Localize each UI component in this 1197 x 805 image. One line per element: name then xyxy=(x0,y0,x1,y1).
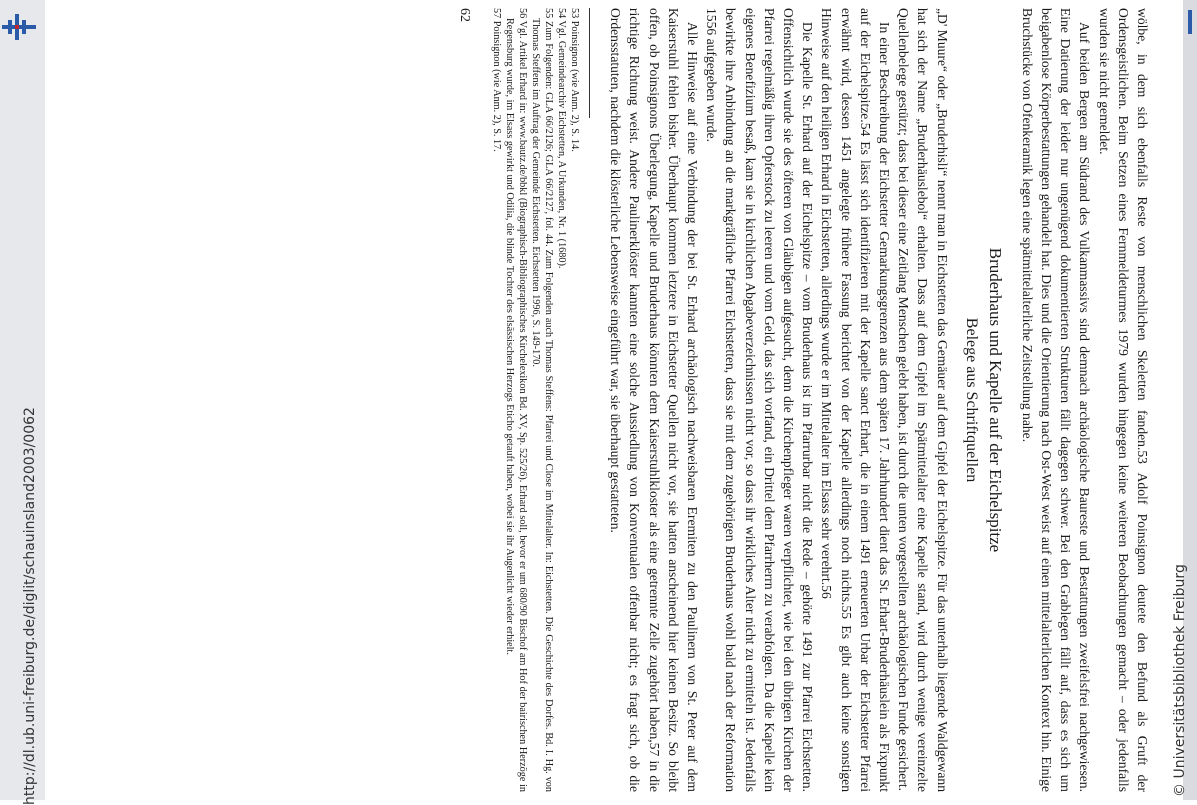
section-heading: Bruderhaus und Kapelle auf der Eichelspitze xyxy=(985,247,1005,553)
paragraph: Alle Hinweise auf eine Verbindung der bei St. Erhard archäologisch nachweisbaren Eremiten zu den Paulinern von St. Peter auf dem Kaiserstuhl fehlen bisher. Überhaupt kommen letztere in Eichstetter Quellen nicht vor, sie hatten anscheinend hier keinen Besitz. So bleibt offen, ob Poinsignons Überlegung, Kapelle und Bruderhaus könnten dem Kaiserstuhlkloster als eine getrennte Zelle zugehört haben,57 in die richtige Richtung weist. Andere Paulinerklöster kannten eine solche Aussiedlung von Konventualen offenbar nicht; es fragt sich, ob die Ordensstatuten, nachdem die klösterliche Lebensweise eingeführt war, sie überhaupt gestatteten. xyxy=(608,8,700,792)
paragraph: Die Kapelle St. Erhard auf der Eichelspitze – vom Bruderhaus ist im Pfarrurbar nicht die Rede – gehörte 1491 zur Pfarrei Eichstetten. Offensichtlich wurde sie des öfteren von Gläubigen aufgesucht, denn die Kirchenpfleger waren verpflichtet, wie bei den übrigen Kirchen der Pfarrei regelmäßig ihren Opferstock zu leeren und vom Geld, das sich vorfand, ein Drittel dem Pfarrherrn zu verabfolgen. Da die Kapelle kein eigenes Benefizium besaß, kam sie in kirchlichen Abgabeverzeichnissen nicht vor, so dass ihr wirkliches Alter nicht zu ermitteln ist. Jedenfalls bewirkte ihre Anbindung an die markgräfliche Pfarrei Eichstetten, dass sie mit dem zugehörigen Bruderhaus wohl bald nach der Reformation 1556 aufgegeben wurde. xyxy=(704,8,816,792)
page-number: 62 xyxy=(456,8,472,22)
section-subheading: Belege aus Schriftquellen xyxy=(962,317,980,483)
footnote: 55 Zum Folgenden: GLA 66/2126; GLA 66/2127, fol. 44. Zum Folgenden auch Thomas Steffens: Pfarrei und Close im Mittelalter. In: Eichstetten. Die Geschichte des Dorfes. Bd. I. Hg. von Thomas Steffens im Auftrag der Gemeinde Eichstetten. Eichstetten 1996, S. 149-170. xyxy=(529,8,554,792)
paragraph: wölbe, in dem sich ebenfalls Reste von menschlichen Skeletten fanden.53 Adolf Poinsignon deutete den Befund als Gruft der Ordensgeistlichen. Beim Setzen eines Fernmeldeturmes 1979 wurden hingegen keine weiteren Beobachtungen gemacht – oder jedenfalls wurden sie nicht gemeldet. xyxy=(1096,8,1150,792)
footnote-divider xyxy=(589,8,590,118)
paragraph: In einer Beschreibung der Eichstetter Gemarkungsgrenzen aus dem späten 17. Jahrhundert dient das St. Erhart-Bruderhäuslein als Fixpunkt auf der Eichelspitze.54 Es lässt sich identifizieren mit der Kapelle sanct Erhart, die in einem 1491 erneuerten Urbar der Eichstetter Pfarrei erwähnt wird, dessen 1451 angelegte frühere Fassung berichtet von der Kapelle allerdings noch nichts.55 Es gibt auch keine sonstigen Hinweise auf den heiligen Erhard in Eichstetten, allerdings wurde er im Mittelalter im Elsass sehr verehrt.56 xyxy=(819,8,892,792)
copyright-notice: © Universitätsbibliothek Freiburg xyxy=(1172,564,1188,797)
viewer-sidebar xyxy=(0,0,45,805)
edge-marker-icon xyxy=(1185,10,1195,34)
paragraph: „D' Muure“ oder „Bruderhisli“ nennt man in Eichstetten das Gemäuer auf dem Gipfel der Eichelspitze. Für das unterhalb liegende Waldgewann hat sich der Name „Bruderhäuslebol“ erhalten. Dass auf dem Gipfel im Spätmittelalter eine Kapelle stand, wird durch wenige vereinzelte Quellenbelege gestützt; dass bei dieser eine Zeitlang Menschen gelebt haben, ist durch die unten vorgestellten archäologischen Funde gesichert. xyxy=(896,8,950,792)
footnote: 57 Poinsignon (wie Anm. 2), S. 17. xyxy=(490,8,502,152)
source-url[interactable]: http://dl.ub.uni-freiburg.de/diglit/schauinsland2003/0062 xyxy=(22,407,38,805)
footnote: 54 Vgl. Gemeindearchiv Eichstetten, A Urkunden, Nr. 1 (1680). xyxy=(555,8,567,269)
scanned-page xyxy=(46,0,1158,800)
paragraph: Auf beiden Bergen am Südrand des Vulkanmassivs sind demnach archäologische Baureste und Bestattungen zweifelsfrei nachgewiesen. Eine Datierung der leider nur ungenügend dokumentierten Strukturen fällt dagegen schwer. Bei den Grablegen fällt auf, dass es sich um beigabenlose Körperbestattungen gehandelt hat. Dies und die Orientierung nach Ost-West weist auf einen mittelalterlichen Kontext hin. Einige Bruchstücke von Ofenkeramik legen eine spätmittelalterliche Zeitstellung nahe. xyxy=(1019,8,1093,792)
footnote: 56 Vgl. Artikel Erhard in: www.bautz.de/bbkl (Biographisch-Bibliographisches Kirchelexikon Bd. XV, Sp. 525/26). Erhard soll, bevor er um 680/90 Bischof am Hof der bairischen Herzöge in Regensburg wurde, im Elsass gewirkt und Odilia, die blinde Tochter des elsässischen Herzogs Eticho getauft haben, wobei sie ihr Augenlicht wieder erhielt. xyxy=(503,8,528,792)
footnote: 53 Poinsignon (wie Anm. 2), S. 14. xyxy=(568,8,580,152)
